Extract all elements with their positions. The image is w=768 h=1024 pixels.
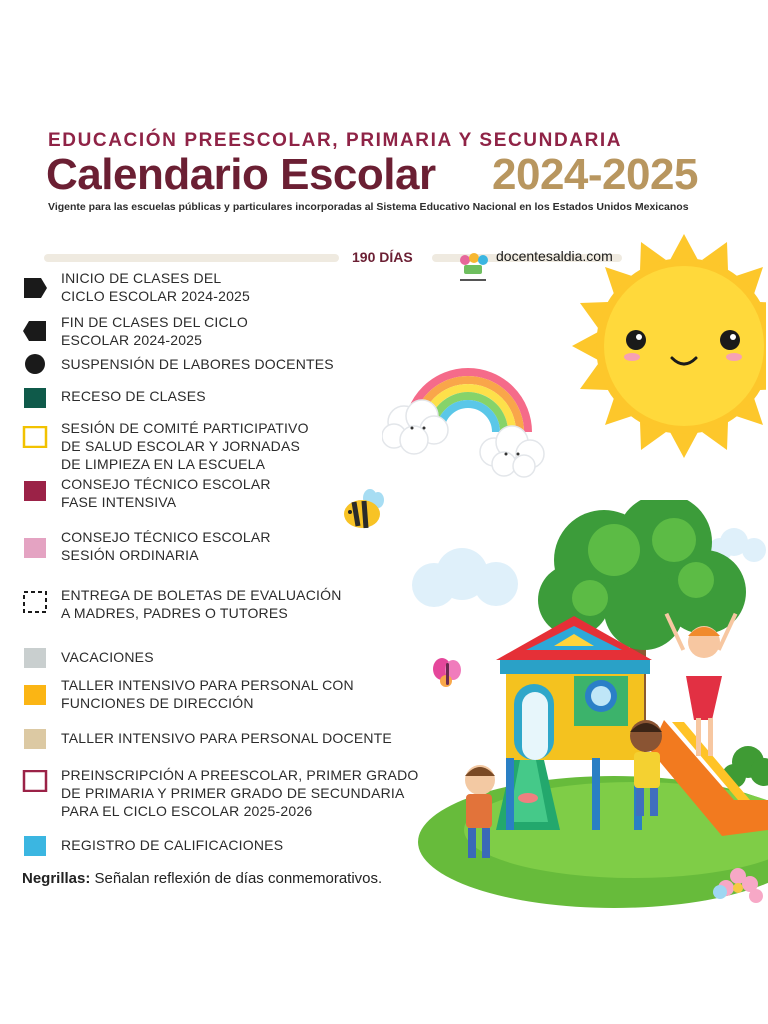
subtitle: Vigente para las escuelas públicas y particulares incorporadas al Sistema Educativo Nacional en los Estados Unidos Mexicanos [48, 201, 689, 213]
footnote-bold: Negrillas: [22, 870, 91, 887]
legend-label-registro-de-calificaciones: REGISTRO DE CALIFICACIONES [61, 837, 284, 853]
legend-label-taller-intensivo-para-personal: TALLER INTENSIVO PARA PERSONAL CON FUNCIONES DE DIRECCIÓN [61, 677, 354, 711]
bee-icon [338, 486, 388, 536]
title-year: 2024-2025 [492, 150, 698, 199]
legend-label-vacaciones: VACACIONES [61, 649, 154, 665]
outline-square-icon [22, 770, 48, 792]
divider-left [44, 254, 339, 262]
square-icon [22, 387, 48, 409]
square-icon [22, 684, 48, 706]
legend-label-sesion-de-comite-participativo: SESIÓN DE COMITÉ PARTICIPATIVO DE SALUD ESCOLAR Y JORNADAS DE LIMPIEZA EN LA ESCUELA [61, 420, 309, 472]
site-link[interactable]: docentesaldia.com [496, 248, 613, 264]
legend-label-inicio-de-clases-del: INICIO DE CLASES DEL CICLO ESCOLAR 2024-2025 [61, 270, 251, 304]
square-icon [22, 647, 48, 669]
legend-label-consejo-tecnico-escolar-fase: CONSEJO TÉCNICO ESCOLAR FASE INTENSIVA [61, 476, 271, 510]
square-icon [22, 728, 48, 750]
square-icon [22, 537, 48, 559]
sun-illustration [566, 228, 766, 468]
legend-label-taller-intensivo-para-personal: TALLER INTENSIVO PARA PERSONAL DOCENTE [61, 730, 392, 746]
site-logo-icon [455, 250, 491, 286]
footnote-text: Señalan reflexión de días conmemorativos. [90, 870, 383, 887]
square-icon [22, 480, 48, 502]
dashed-square-icon [22, 591, 48, 613]
page-title: Calendario Escolar [46, 150, 436, 199]
legend-label-preinscripcion-a-preescolar-primer: PREINSCRIPCIÓN A PREESCOLAR, PRIMER GRADO DE PRIMARIA Y PRIMER GRADO DE SECUNDARIA PARA EL CICLO ESCOLAR 2025-2026 [61, 767, 419, 819]
legend-label-receso-de-clases: RECESO DE CLASES [61, 388, 206, 404]
square-icon [22, 835, 48, 857]
arrow-left-icon [22, 320, 48, 342]
outline-square-icon [22, 426, 48, 448]
rainbow-illustration [382, 340, 552, 480]
legend-label-fin-de-clases-del: FIN DE CLASES DEL CICLO ESCOLAR 2024-2025 [61, 314, 248, 348]
supertitle: EDUCACIÓN PREESCOLAR, PRIMARIA Y SECUNDARIA [48, 130, 623, 151]
circle-icon [22, 353, 48, 375]
legend-label-suspension-de-labores-docentes: SUSPENSIÓN DE LABORES DOCENTES [61, 356, 334, 372]
legend-label-consejo-tecnico-escolar-sesion: CONSEJO TÉCNICO ESCOLAR SESIÓN ORDINARIA [61, 529, 271, 563]
playground-illustration [404, 500, 768, 910]
arrow-right-icon [22, 277, 48, 299]
footnote [22, 870, 382, 887]
legend-label-entrega-de-boletas-de: ENTREGA DE BOLETAS DE EVALUACIÓN A MADRES, PADRES O TUTORES [61, 587, 342, 621]
days-count: 190 DÍAS [352, 249, 413, 265]
